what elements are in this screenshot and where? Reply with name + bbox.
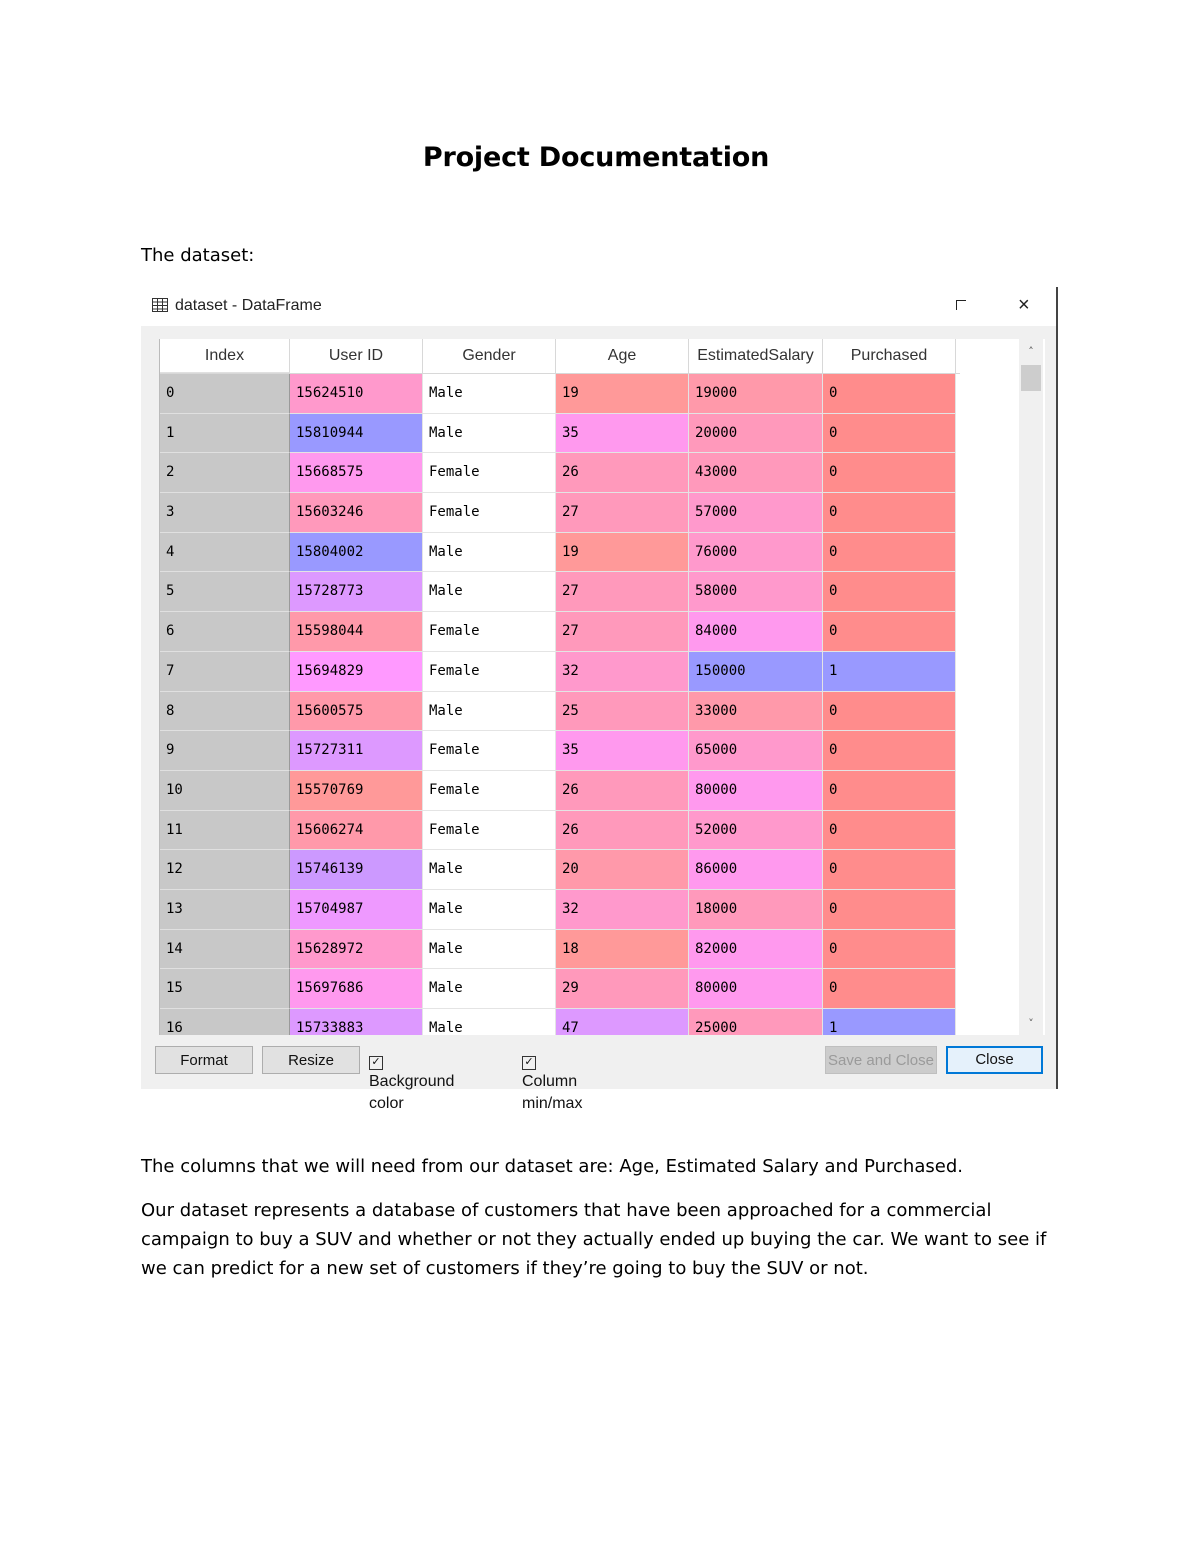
table-row[interactable]	[160, 612, 960, 652]
cell-estimated-salary[interactable]: 25000	[689, 1009, 823, 1035]
cell-user-id[interactable]: 15598044	[290, 612, 423, 652]
cell-user-id[interactable]: 15733883	[290, 1009, 423, 1035]
cell-estimated-salary[interactable]: 80000	[689, 771, 823, 811]
cell-user-id[interactable]: 15668575	[290, 453, 423, 493]
cell-index[interactable]: 6	[160, 612, 290, 652]
cell-age[interactable]: 26	[556, 453, 689, 493]
cell-user-id[interactable]: 15694829	[290, 652, 423, 692]
cell-gender[interactable]: Male	[423, 692, 556, 732]
cell-index[interactable]: 10	[160, 771, 290, 811]
vertical-scrollbar[interactable]	[1019, 339, 1043, 1035]
table-row[interactable]	[160, 850, 960, 890]
cell-gender[interactable]: Male	[423, 969, 556, 1009]
table-row[interactable]	[160, 890, 960, 930]
table-row[interactable]	[160, 533, 960, 573]
cell-age[interactable]: 19	[556, 533, 689, 573]
dataframe-grid[interactable]	[159, 339, 1045, 1035]
cell-index[interactable]: 15	[160, 969, 290, 1009]
cell-purchased[interactable]: 0	[823, 612, 956, 652]
cell-age[interactable]: 26	[556, 811, 689, 851]
cell-user-id[interactable]: 15628972	[290, 930, 423, 970]
maximize-icon[interactable]	[956, 300, 966, 310]
table-row[interactable]	[160, 811, 960, 851]
cell-gender[interactable]: Male	[423, 930, 556, 970]
cell-age[interactable]: 32	[556, 652, 689, 692]
close-icon[interactable]: ×	[1018, 294, 1030, 316]
cell-age[interactable]: 19	[556, 374, 689, 414]
cell-estimated-salary[interactable]: 57000	[689, 493, 823, 533]
column-header-estimated-salary[interactable]: EstimatedSalary	[689, 339, 823, 373]
cell-user-id[interactable]: 15600575	[290, 692, 423, 732]
cell-user-id[interactable]: 15804002	[290, 533, 423, 573]
cell-estimated-salary[interactable]: 18000	[689, 890, 823, 930]
cell-user-id[interactable]: 15727311	[290, 731, 423, 771]
cell-estimated-salary[interactable]: 84000	[689, 612, 823, 652]
background-color-label: Background color	[369, 1073, 455, 1112]
cell-estimated-salary[interactable]: 80000	[689, 969, 823, 1009]
cell-purchased[interactable]: 0	[823, 850, 956, 890]
cell-gender[interactable]: Male	[423, 414, 556, 454]
intro-text: The dataset:	[141, 245, 255, 266]
cell-index[interactable]: 12	[160, 850, 290, 890]
cell-age[interactable]: 20	[556, 850, 689, 890]
table-row[interactable]	[160, 1009, 960, 1035]
cell-index[interactable]: 3	[160, 493, 290, 533]
scroll-up-icon[interactable]: ˄	[1028, 345, 1034, 358]
table-icon	[152, 298, 168, 312]
cell-age[interactable]: 27	[556, 572, 689, 612]
cell-gender[interactable]: Female	[423, 612, 556, 652]
cell-purchased[interactable]: 0	[823, 771, 956, 811]
cell-index[interactable]: 7	[160, 652, 290, 692]
cell-gender[interactable]: Male	[423, 533, 556, 573]
cell-index[interactable]: 16	[160, 1009, 290, 1035]
cell-gender[interactable]: Female	[423, 493, 556, 533]
cell-gender[interactable]: Male	[423, 850, 556, 890]
scrollbar-track[interactable]	[1019, 339, 1043, 1035]
cell-purchased[interactable]: 0	[823, 811, 956, 851]
background-color-checkbox[interactable]	[369, 1049, 455, 1112]
cell-index[interactable]: 13	[160, 890, 290, 930]
cell-age[interactable]: 35	[556, 731, 689, 771]
cell-estimated-salary[interactable]: 33000	[689, 692, 823, 732]
window-title: dataset - DataFrame	[175, 297, 322, 314]
cell-index[interactable]: 11	[160, 811, 290, 851]
document-title: Project Documentation	[422, 142, 770, 173]
cell-purchased[interactable]: 0	[823, 692, 956, 732]
cell-age[interactable]: 35	[556, 414, 689, 454]
cell-estimated-salary[interactable]: 58000	[689, 572, 823, 612]
cell-user-id[interactable]: 15704987	[290, 890, 423, 930]
cell-gender[interactable]: Male	[423, 572, 556, 612]
table-body	[160, 374, 960, 1035]
cell-estimated-salary[interactable]: 65000	[689, 731, 823, 771]
cell-age[interactable]: 47	[556, 1009, 689, 1035]
resize-button[interactable]: Resize	[262, 1046, 360, 1074]
cell-user-id[interactable]: 15728773	[290, 572, 423, 612]
cell-purchased[interactable]: 0	[823, 374, 956, 414]
checkmark-icon: ✓	[522, 1056, 536, 1070]
cell-user-id[interactable]: 15570769	[290, 771, 423, 811]
cell-estimated-salary[interactable]: 86000	[689, 850, 823, 890]
cell-purchased[interactable]: 0	[823, 890, 956, 930]
cell-estimated-salary[interactable]: 20000	[689, 414, 823, 454]
cell-index[interactable]: 5	[160, 572, 290, 612]
cell-gender[interactable]: Female	[423, 771, 556, 811]
cell-purchased[interactable]: 0	[823, 731, 956, 771]
cell-age[interactable]: 27	[556, 493, 689, 533]
window-titlebar	[141, 287, 1056, 326]
cell-index[interactable]: 2	[160, 453, 290, 493]
cell-gender[interactable]: Female	[423, 453, 556, 493]
cell-purchased[interactable]: 0	[823, 414, 956, 454]
cell-user-id[interactable]: 15603246	[290, 493, 423, 533]
dataframe-window	[141, 287, 1058, 1089]
table-row[interactable]	[160, 453, 960, 493]
cell-purchased[interactable]: 0	[823, 572, 956, 612]
cell-gender[interactable]: Female	[423, 811, 556, 851]
columns-paragraph: The columns that we will need from our dataset are: Age, Estimated Salary and Purchased.	[141, 1156, 963, 1177]
column-minmax-checkbox[interactable]	[522, 1049, 583, 1112]
cell-age[interactable]: 29	[556, 969, 689, 1009]
cell-estimated-salary[interactable]: 19000	[689, 374, 823, 414]
scrollbar-thumb[interactable]	[1021, 365, 1041, 391]
format-button[interactable]: Format	[155, 1046, 253, 1074]
column-minmax-label: Column min/max	[522, 1073, 583, 1112]
cell-gender[interactable]: Male	[423, 890, 556, 930]
cell-estimated-salary[interactable]: 76000	[689, 533, 823, 573]
cell-purchased[interactable]: 0	[823, 493, 956, 533]
table-row[interactable]	[160, 771, 960, 811]
cell-index[interactable]: 8	[160, 692, 290, 732]
cell-user-id[interactable]: 15624510	[290, 374, 423, 414]
cell-index[interactable]: 0	[160, 374, 290, 414]
table-row[interactable]	[160, 731, 960, 771]
cell-user-id[interactable]: 15810944	[290, 414, 423, 454]
close-button[interactable]: Close	[946, 1046, 1043, 1074]
cell-purchased[interactable]: 0	[823, 453, 956, 493]
cell-purchased[interactable]: 1	[823, 1009, 956, 1035]
cell-index[interactable]: 4	[160, 533, 290, 573]
scroll-down-icon[interactable]: ˅	[1028, 1017, 1034, 1030]
cell-index[interactable]: 14	[160, 930, 290, 970]
cell-age[interactable]: 32	[556, 890, 689, 930]
column-header-gender[interactable]: Gender	[423, 339, 556, 373]
description-paragraph: Our dataset represents a database of customers that have been approached for a commercial campaign to buy a SUV and whether or not they actually ended up buying the car. We want to see if we can predict for a new set of customers if they’re going to buy the SUV or not.	[141, 1200, 1047, 1279]
cell-user-id[interactable]: 15606274	[290, 811, 423, 851]
table-row[interactable]	[160, 930, 960, 970]
cell-age[interactable]: 26	[556, 771, 689, 811]
cell-purchased[interactable]: 0	[823, 930, 956, 970]
cell-gender[interactable]: Female	[423, 652, 556, 692]
save-and-close-button[interactable]: Save and Close	[825, 1046, 937, 1074]
column-header-user-id[interactable]: User ID	[290, 339, 423, 373]
column-header-purchased[interactable]: Purchased	[823, 339, 956, 373]
cell-index[interactable]: 1	[160, 414, 290, 454]
cell-age[interactable]: 25	[556, 692, 689, 732]
cell-age[interactable]: 18	[556, 930, 689, 970]
window-edge	[1056, 287, 1058, 1089]
table-row[interactable]	[160, 572, 960, 612]
cell-gender[interactable]: Female	[423, 731, 556, 771]
cell-purchased[interactable]: 0	[823, 533, 956, 573]
cell-user-id[interactable]: 15746139	[290, 850, 423, 890]
column-header-index[interactable]: Index	[160, 339, 290, 373]
cell-purchased[interactable]: 0	[823, 969, 956, 1009]
checkmark-icon: ✓	[369, 1056, 383, 1070]
table-row[interactable]	[160, 374, 960, 414]
cell-estimated-salary[interactable]: 43000	[689, 453, 823, 493]
table-row[interactable]	[160, 969, 960, 1009]
cell-estimated-salary[interactable]: 150000	[689, 652, 823, 692]
cell-age[interactable]: 27	[556, 612, 689, 652]
table-row[interactable]	[160, 652, 960, 692]
cell-gender[interactable]: Male	[423, 1009, 556, 1035]
table-header	[160, 339, 960, 374]
table-row[interactable]	[160, 692, 960, 732]
cell-user-id[interactable]: 15697686	[290, 969, 423, 1009]
cell-estimated-salary[interactable]: 52000	[689, 811, 823, 851]
cell-gender[interactable]: Male	[423, 374, 556, 414]
column-header-age[interactable]: Age	[556, 339, 689, 373]
cell-index[interactable]: 9	[160, 731, 290, 771]
cell-purchased[interactable]: 1	[823, 652, 956, 692]
cell-estimated-salary[interactable]: 82000	[689, 930, 823, 970]
table-row[interactable]	[160, 493, 960, 533]
table-row[interactable]	[160, 414, 960, 454]
